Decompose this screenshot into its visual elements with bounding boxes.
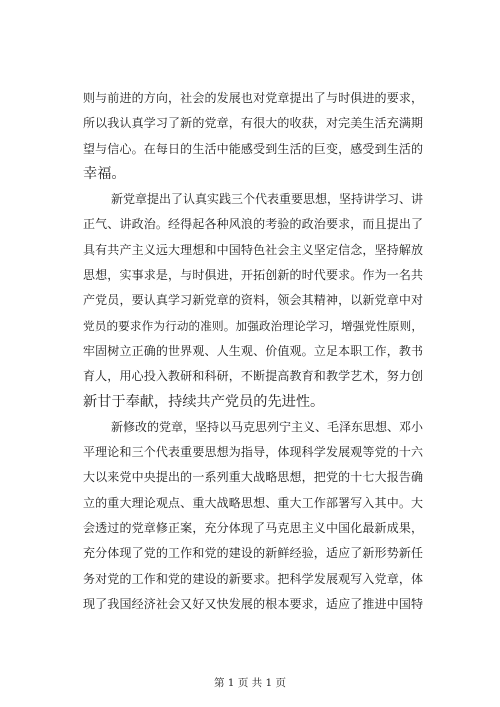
text-line: 平理论和三个代表重要思想为指导，体现科学发展观等党的十六 — [83, 445, 423, 460]
text-line: 新党章提出了认真实践三个代表重要思想，坚持讲学习、讲 — [111, 192, 424, 207]
page-footer: 第 1 页 共 1 页 — [213, 677, 287, 689]
text-line: 望与信心。在每日的生活中能感受到生活的巨变，感受到生活的 — [83, 141, 423, 156]
text-line: 思想，实事求是，与时俱进，开拓创新的时代要求。作为一名共 — [83, 268, 423, 283]
text-line: 现了我国经济社会又好又快发展的根本要求，适应了推进中国特 — [83, 596, 423, 611]
text-line: 产党员，要认真学习新党章的资料，领会其精神，以新党章中对 — [83, 293, 423, 308]
text-line: 务对党的工作和党的建设的新要求。把科学发展观写入党章，体 — [83, 571, 423, 586]
text-line: 所以我认真学习了新的党章，有很大的收获，对完美生活充满期 — [83, 116, 423, 131]
text-line: 会透过的党章修正案，充分体现了马克思主义中国化最新成果， — [83, 521, 423, 536]
document-body — [83, 86, 423, 617]
text-line: 新甘于奉献，持续共产党员的先进性。 — [83, 393, 325, 410]
text-line: 具有共产主义远大理想和中国特色社会主义坚定信念，坚持解放 — [83, 242, 423, 257]
text-line: 正气、讲政治。经得起各种风浪的考验的政治要求，而且提出了 — [83, 217, 423, 232]
text-line: 新修改的党章，坚持以马克思列宁主义、毛泽东思想、邓小 — [111, 419, 424, 434]
text-line: 育人，用心投入教研和科研，不断提高教育和教学艺术，努力创 — [83, 369, 423, 384]
text-line: 幸福。 — [83, 165, 126, 182]
text-line: 充分体现了党的工作和党的建设的新鲜经验，适应了新形势新任 — [83, 546, 423, 561]
text-line: 党员的要求作为行动的准则。加强政治理论学习，增强党性原则， — [83, 318, 423, 333]
text-line: 大以来党中央提出的一系列重大战略思想，把党的十七大报告确 — [83, 470, 423, 485]
text-line: 牢固树立正确的世界观、人生观、价值观。立足本职工作，教书 — [83, 343, 423, 358]
text-line: 立的重大理论观点、重大战略思想、重大工作部署写入其中。大 — [83, 495, 423, 510]
text-line: 则与前进的方向，社会的发展也对党章提出了与时俱进的要求， — [83, 91, 423, 105]
